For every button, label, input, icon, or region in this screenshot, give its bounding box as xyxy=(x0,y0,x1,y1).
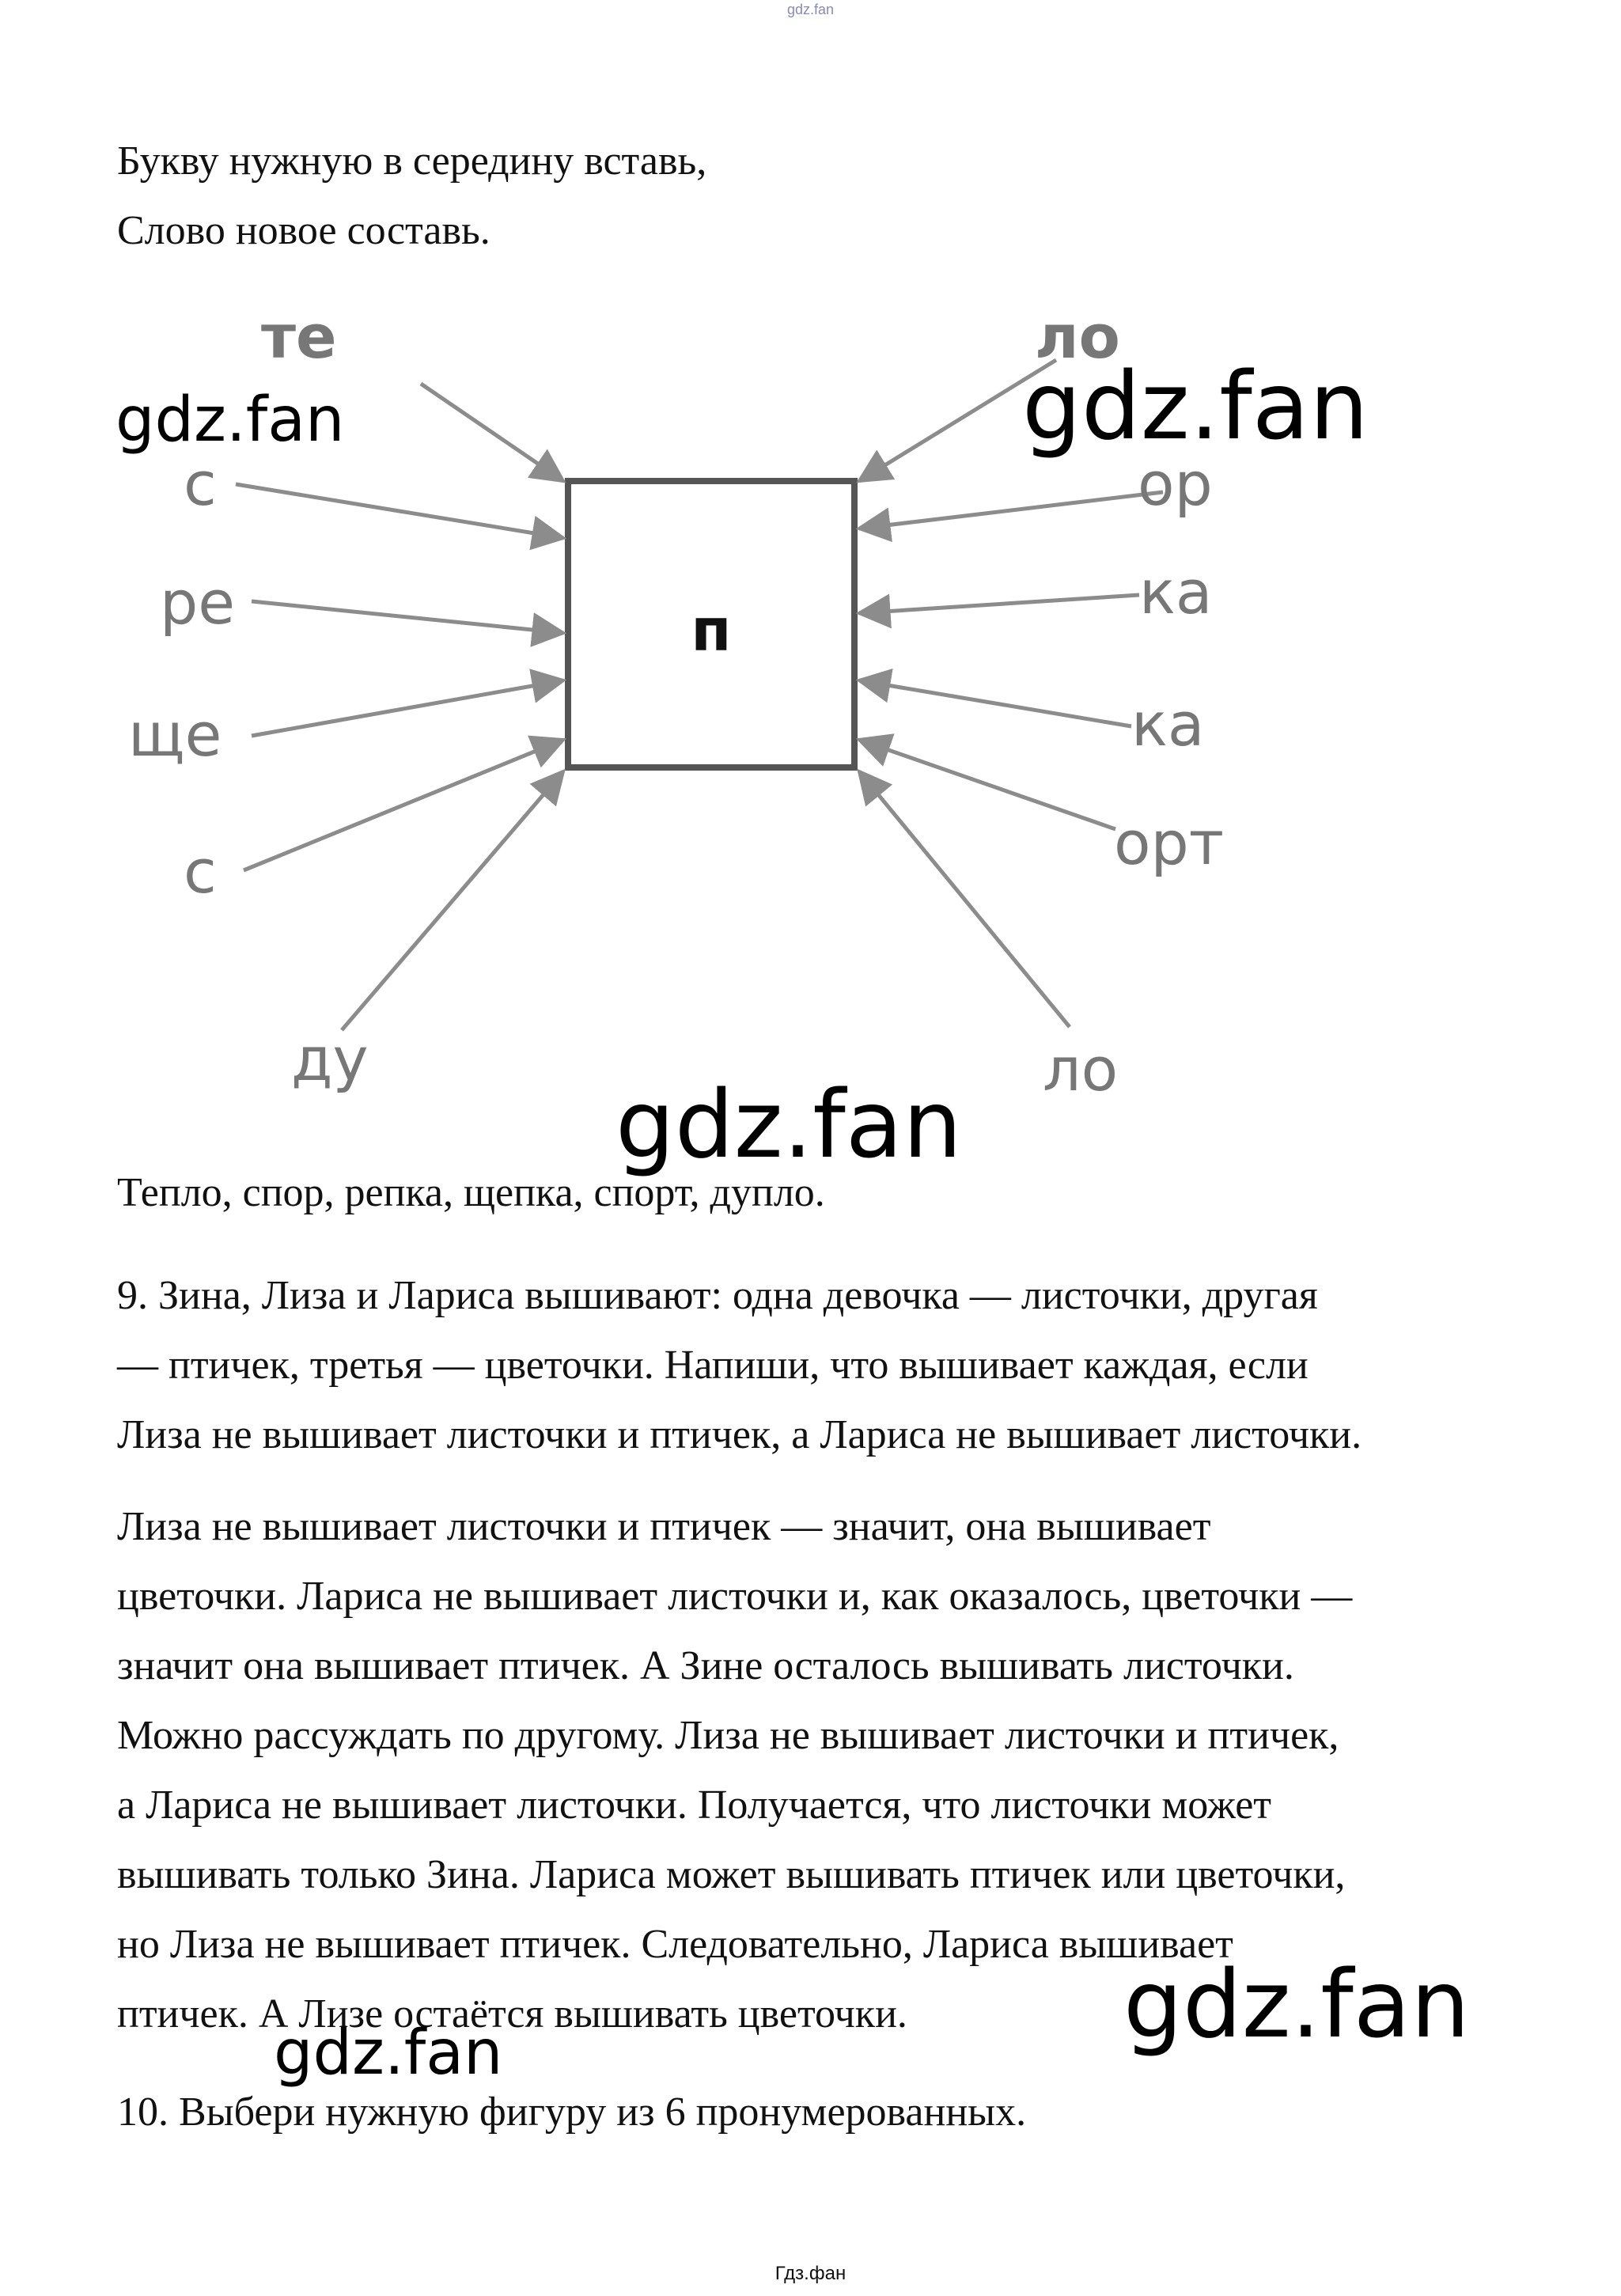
right-part-2: ор xyxy=(1138,449,1213,519)
right-part-3: ка xyxy=(1139,557,1213,627)
task-9-answer-line: а Лариса не вышивает листочки. Получается, что листочки может xyxy=(117,1783,1271,1828)
arrow-left-2 xyxy=(236,484,563,538)
left-part-1: те xyxy=(261,301,337,372)
task-10-question: 10. Выбери нужную фигуру из 6 пронумерованных. xyxy=(117,2090,1027,2135)
right-part-6: ло xyxy=(1043,1034,1119,1104)
poem-line-1: Букву нужную в середину вставь, xyxy=(117,138,707,184)
watermark: gdz.fan xyxy=(615,1070,962,1179)
answer-task-8: Тепло, спор, репка, щепка, спорт, дупло. xyxy=(117,1170,825,1215)
task-9-question-line: Лиза не вышивает листочки и птичек, а Лариса не вышивает листочки. xyxy=(117,1412,1362,1457)
watermark: gdz.fan xyxy=(274,2018,503,2089)
task-9-question-line: 9. Зина, Лиза и Лариса вышивают: одна девочка — листочки, другая xyxy=(117,1273,1318,1318)
task-9-answer-line: но Лиза не вышивает птичек. Следовательно, Лариса вышивает xyxy=(117,1922,1233,1967)
arrow-right-6 xyxy=(859,771,1070,1027)
arrow-right-4 xyxy=(859,680,1131,726)
task-9-answer-line: птичек. А Лизе остаётся вышивать цветочки. xyxy=(117,1991,907,2036)
left-part-6: ду xyxy=(291,1024,369,1094)
left-part-2: с xyxy=(184,449,217,519)
task-9-answer-line: значит она вышивает птичек. А Зине осталось вышивать листочки. xyxy=(117,1643,1294,1688)
task-9-answer-line: цветочки. Лариса не вышивает листочки и, как оказалось, цветочки — xyxy=(117,1574,1353,1619)
left-part-4: ще xyxy=(128,699,222,770)
right-part-4: ка xyxy=(1131,689,1205,760)
watermark: gdz.fan xyxy=(1123,1949,1470,2059)
right-part-1: ло xyxy=(1035,301,1120,372)
arrow-right-3 xyxy=(859,595,1139,613)
arrow-left-1 xyxy=(421,384,563,481)
left-part-3: ре xyxy=(160,567,235,638)
left-part-5: с xyxy=(184,836,217,907)
task-9-question-line: — птичек, третья — цветочки. Напиши, что вышивает каждая, если xyxy=(117,1343,1309,1388)
task-9-question xyxy=(117,1261,1557,1470)
task-9-answer-line: вышивать только Зина. Лариса может вышивать птичек или цветочки, xyxy=(117,1852,1346,1897)
arrow-left-4 xyxy=(252,680,563,736)
poem-line-2: Слово новое составь. xyxy=(117,208,490,253)
watermark: gdz.fan xyxy=(116,385,345,456)
arrow-left-3 xyxy=(252,601,563,633)
center-letter: п xyxy=(691,597,732,665)
arrow-left-6 xyxy=(342,771,563,1030)
page-footer: Гдз.фан xyxy=(775,2263,846,2284)
task-9-answer-line: Можно рассуждать по другому. Лиза не вышивает листочки и птичек, xyxy=(117,1713,1339,1758)
watermark: gdz.fan xyxy=(1022,351,1369,460)
task-9-answer-line: Лиза не вышивает листочки и птичек — значит, она вышивает xyxy=(117,1504,1211,1549)
arrow-right-2 xyxy=(859,492,1163,529)
right-part-5: орт xyxy=(1114,808,1225,878)
site-mark: gdz.fan xyxy=(786,2,835,17)
arrow-left-5 xyxy=(244,740,563,870)
